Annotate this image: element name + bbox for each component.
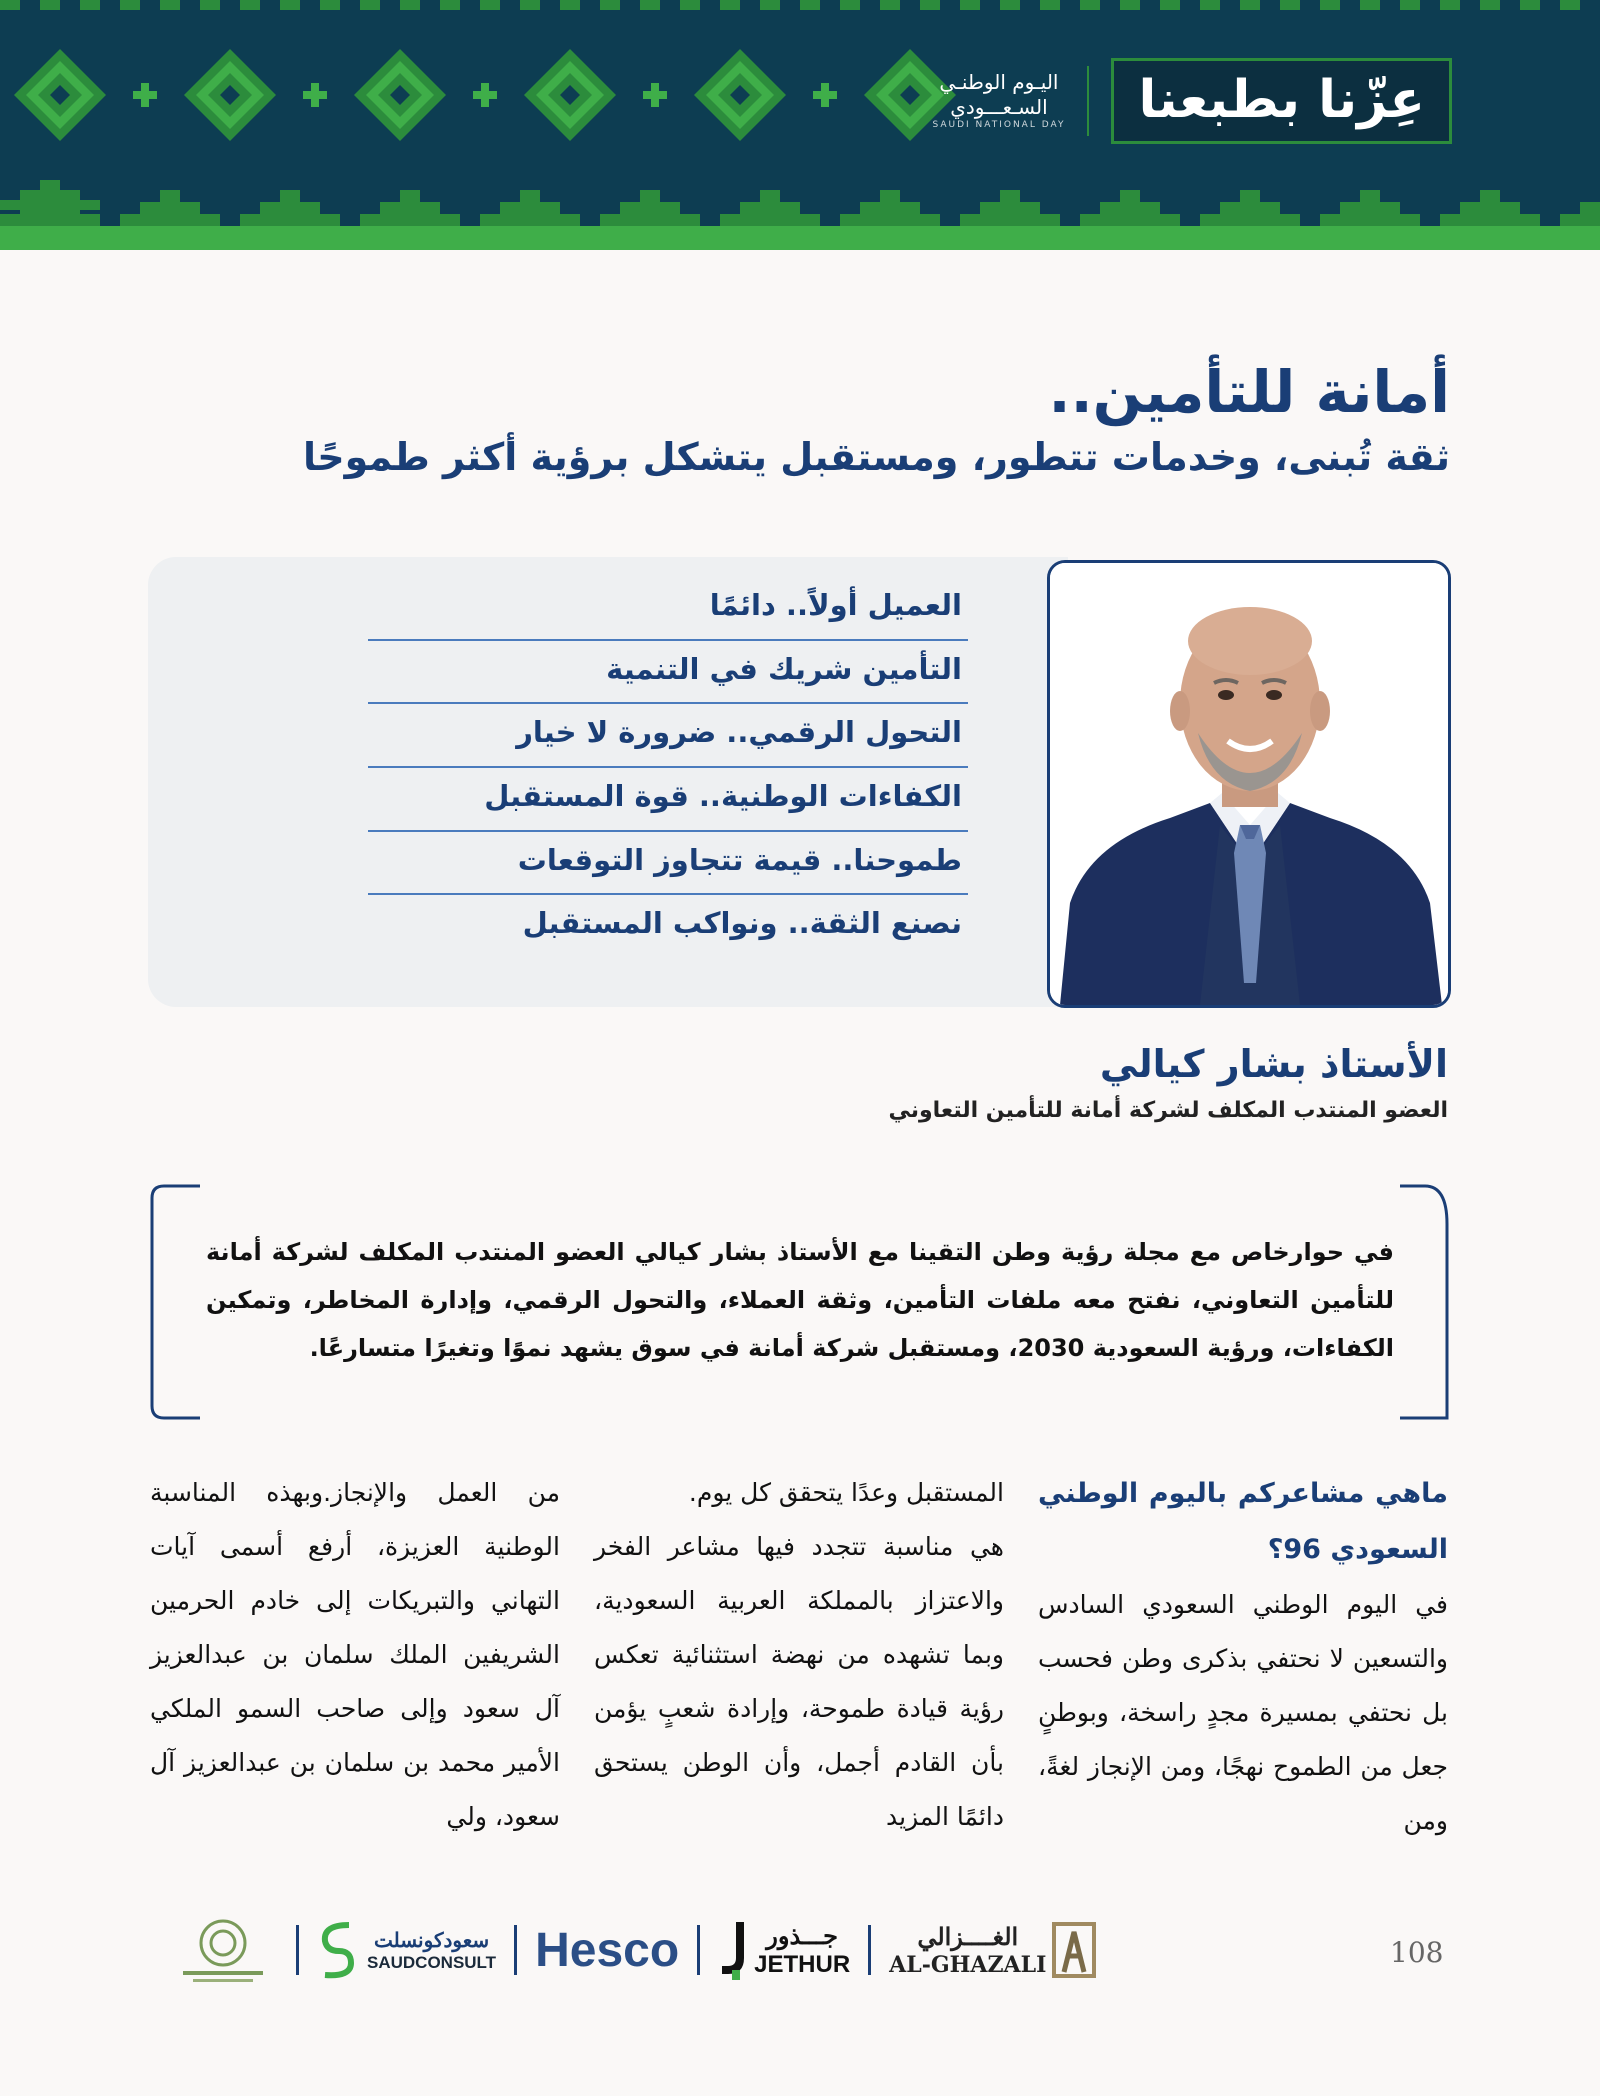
page-number: 108 bbox=[1390, 1936, 1444, 1969]
alghazali-en: AL-GHAZALI bbox=[889, 1951, 1047, 1978]
logo-divider bbox=[1087, 66, 1089, 136]
intro-text: في حوارخاص مع مجلة رؤية وطن التقينا مع الأستاذ بشار كيالي العضو المنتدب المكلف لشركة أمانة للتأمين التعاوني، نفتح معه ملفات التأمين، وثقة العملاء، والتحول الرقمي، وإدارة المخاطر، وتمكين الكفاءات، ورؤية السعودية 2030، ومستقبل شركة أمانة في سوق يشهد نموًا وتغيرًا متسارعًا. bbox=[206, 1238, 1394, 1362]
interviewee-role: العضو المنتدب المكلف لشركة أمانة للتأمين التعاوني bbox=[888, 1098, 1448, 1123]
sponsor-logo-alghazali bbox=[871, 1910, 1114, 1990]
interview-question: ماهي مشاعركم باليوم الوطني السعودي 96؟ bbox=[1038, 1478, 1448, 1565]
jethur-ar: جـــذور bbox=[766, 1922, 839, 1950]
highlight-item: التأمين شريك في التنمية bbox=[368, 641, 968, 705]
national-day-line-1: اليـوم الوطنـي bbox=[939, 70, 1059, 95]
jethur-en: JETHUR bbox=[754, 1950, 851, 1978]
body-column-right bbox=[1038, 1466, 1448, 1848]
answer-paragraph: من العمل والإنجاز.وبهذه المناسبة الوطنية العزيزة، أرفع أسمى آيات التهاني والتبريكات إلى خادم الحرمين الشريفين الملك سلمان بن عبدالعزيز آل سعود وإلى صاحب السمو الملكي الأمير محمد بن سلمان بن عبدالعزيز آل سعود، ولي bbox=[150, 1478, 560, 1831]
alghazali-ar: الغــــزالي bbox=[917, 1923, 1019, 1951]
interviewee-info bbox=[548, 1042, 1448, 1123]
alghazali-logo-icon bbox=[1052, 1920, 1096, 1980]
answer-paragraph: المستقبل وعدًا يتحقق كل يوم. bbox=[688, 1478, 1004, 1507]
body-column-left bbox=[150, 1466, 560, 1844]
saudconsult-logo-icon bbox=[317, 1919, 359, 1981]
sponsor-logos bbox=[150, 1910, 1114, 1990]
national-day-logo bbox=[932, 70, 1065, 131]
page-title: أمانة للتأمين.. bbox=[1048, 358, 1450, 426]
sponsor-logo-saudconsult bbox=[299, 1910, 514, 1990]
portrait-illustration bbox=[1050, 563, 1448, 1005]
slogan-logo: عِزّنا بطبعنا bbox=[1111, 58, 1452, 144]
header-banner bbox=[0, 0, 1600, 250]
body-column-middle bbox=[594, 1466, 1004, 1844]
national-day-en: SAUDI NATIONAL DAY bbox=[932, 120, 1066, 131]
jethur-logo-icon bbox=[718, 1918, 748, 1982]
interviewee-name: الأستاذ بشار كيالي bbox=[1099, 1042, 1448, 1086]
answer-paragraph: في اليوم الوطني السعودي السادس والتسعين لا نحتفي بذكرى وطن فحسب بل نحتفي بمسيرة مجدٍ راسخة، وبوطنٍ جعل من الطموح نهجًا، ومن الإنجاز لغةً، ومن bbox=[1038, 1590, 1448, 1835]
highlight-item: طموحنا.. قيمة تتجاوز التوقعات bbox=[368, 832, 968, 896]
highlight-item: العميل أولاً.. دائمًا bbox=[368, 577, 968, 641]
highlights-list bbox=[368, 577, 968, 957]
article-body bbox=[148, 1466, 1448, 1846]
highlights-panel bbox=[148, 557, 1068, 1007]
answer-paragraph: هي مناسبة تتجدد فيها مشاعر الفخر والاعتزاز بالمملكة العربية السعودية، وبما تشهده من نهضة استثنائية تعكس رؤية قيادة طموحة، وإرادة شعبٍ يؤمن بأن القادم أجمل، وأن الوطن يستحق دائمًا المزيد bbox=[594, 1532, 1004, 1831]
page-subtitle: ثقة تُبنى، وخدمات تتطور، ومستقبل يتشكل برؤية أكثر طموحًا bbox=[303, 434, 1450, 479]
highlight-item: التحول الرقمي.. ضرورة لا خيار bbox=[368, 704, 968, 768]
saudconsult-ar: سعودكونسلت bbox=[373, 1929, 490, 1952]
portrait-photo bbox=[1047, 560, 1451, 1008]
highlight-item: نصنع الثقة.. ونواكب المستقبل bbox=[522, 906, 962, 941]
dar-alemar-logo-icon bbox=[168, 1915, 278, 1985]
hesco-wordmark: Hesco bbox=[535, 1923, 680, 1977]
sponsor-logo-hesco bbox=[517, 1910, 697, 1990]
intro-box bbox=[150, 1184, 1450, 1420]
sponsor-logo-jethur bbox=[700, 1910, 868, 1990]
national-day-line-2: السـعـــودي bbox=[950, 95, 1048, 120]
saudconsult-en: SAUDCONSULT bbox=[367, 1952, 497, 1972]
article-heading bbox=[150, 356, 1450, 482]
sponsor-logo-dar-alemar bbox=[150, 1910, 296, 1990]
highlight-item: الكفاءات الوطنية.. قوة المستقبل bbox=[368, 768, 968, 832]
